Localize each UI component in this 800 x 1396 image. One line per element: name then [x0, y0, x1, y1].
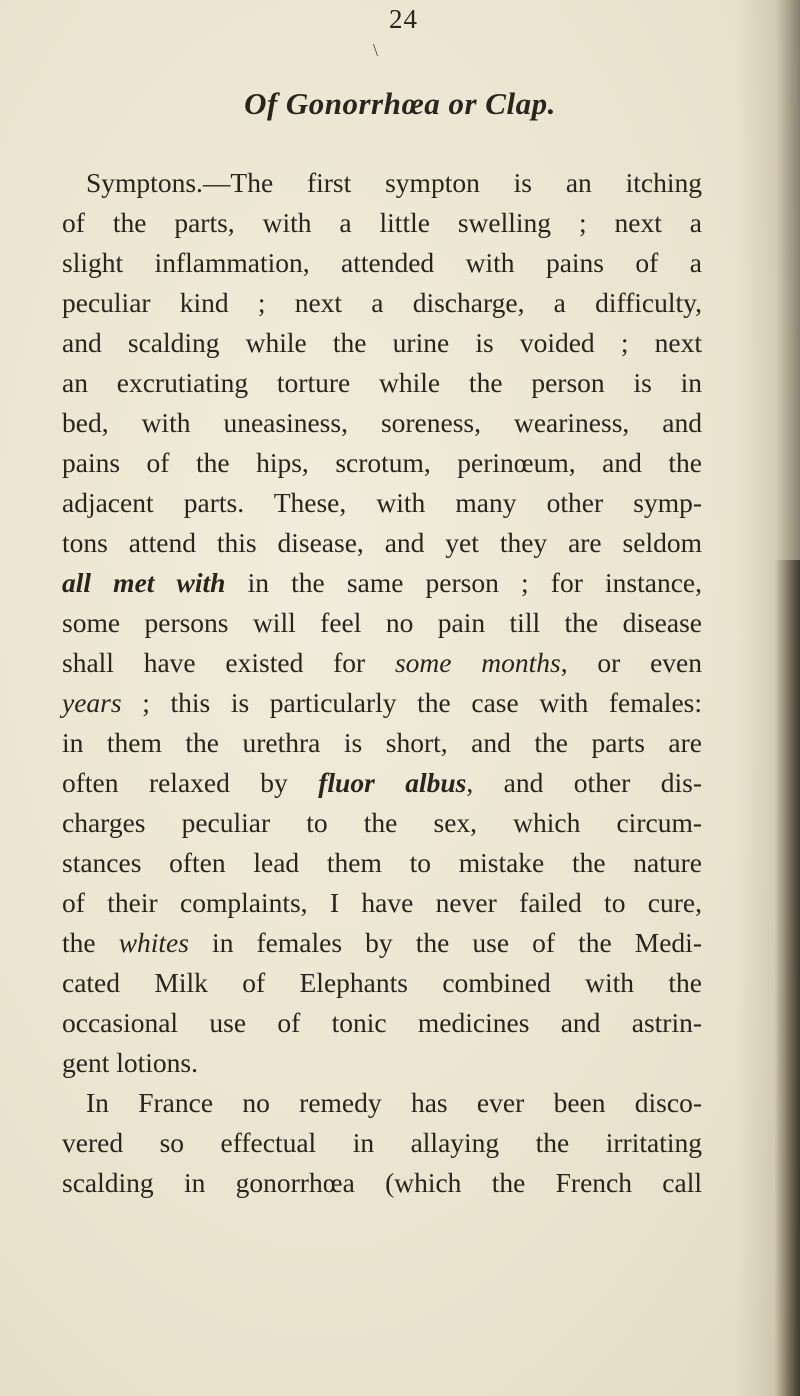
text-run: in the same person ; for instance,: [225, 567, 702, 598]
heading-title: Gonorrhœa or Clap.: [285, 86, 556, 121]
text-line: an excrutiating torture while the person is in: [62, 367, 702, 398]
text-line: bed, with uneasiness, soreness, weariness, and: [62, 407, 702, 438]
page-edge-shadow: [774, 560, 800, 1396]
italic-phrase: some months: [394, 647, 561, 678]
text-run: , or even: [560, 647, 702, 678]
text-line: occasional use of tonic medicines and astrin-: [62, 1007, 702, 1038]
italic-phrase: fluor albus: [318, 767, 467, 798]
text-line: pains of the hips, scrotum, perinœum, and the: [62, 447, 702, 478]
text-line: Symptons.—The first sympton is an itching: [86, 167, 702, 198]
text-line: [62, 923, 702, 963]
italic-phrase: all met with: [62, 567, 226, 598]
body-text: [62, 163, 702, 1203]
text-line: adjacent parts. These, with many other symp-: [62, 487, 702, 518]
text-run: often relaxed by: [62, 767, 319, 798]
italic-phrase: years: [62, 687, 122, 718]
text-line: stances often lead them to mistake the nature: [62, 847, 702, 878]
italic-phrase: whites: [118, 927, 189, 958]
text-run: the: [62, 927, 119, 958]
text-run: ; this is particularly the case with females:: [121, 687, 702, 718]
chapter-heading: [0, 86, 800, 122]
ink-mark: \: [373, 40, 379, 60]
text-line: of their complaints, I have never failed to cure,: [62, 887, 702, 918]
text-line: in them the urethra is short, and the parts are: [62, 727, 702, 758]
text-line: [62, 563, 702, 603]
text-line: tons attend this disease, and yet they are seldom: [62, 527, 702, 558]
text-line: vered so effectual in allaying the irritating: [62, 1127, 702, 1158]
text-line: slight inflammation, attended with pains of a: [62, 247, 702, 278]
text-line: peculiar kind ; next a discharge, a difficulty,: [62, 287, 702, 318]
text-line: gent lotions.: [62, 1047, 198, 1078]
text-line: [62, 763, 702, 803]
heading-of: Of: [244, 86, 278, 121]
text-run: in females by the use of the Medi-: [188, 927, 702, 958]
text-run: shall have existed for: [62, 647, 395, 678]
text-line: [62, 643, 702, 683]
text-line: charges peculiar to the sex, which circum-: [62, 807, 702, 838]
page-number: 24: [389, 4, 418, 34]
text-line: of the parts, with a little swelling ; next a: [62, 207, 702, 238]
text-line: scalding in gonorrhœa (which the French call: [62, 1167, 702, 1198]
text-line: [62, 683, 702, 723]
text-line: cated Milk of Elephants combined with the: [62, 967, 702, 998]
text-line: In France no remedy has ever been disco-: [86, 1087, 702, 1118]
text-run: , and other dis-: [466, 767, 702, 798]
text-line: and scalding while the urine is voided ; next: [62, 327, 702, 358]
text-line: some persons will feel no pain till the disease: [62, 607, 702, 638]
